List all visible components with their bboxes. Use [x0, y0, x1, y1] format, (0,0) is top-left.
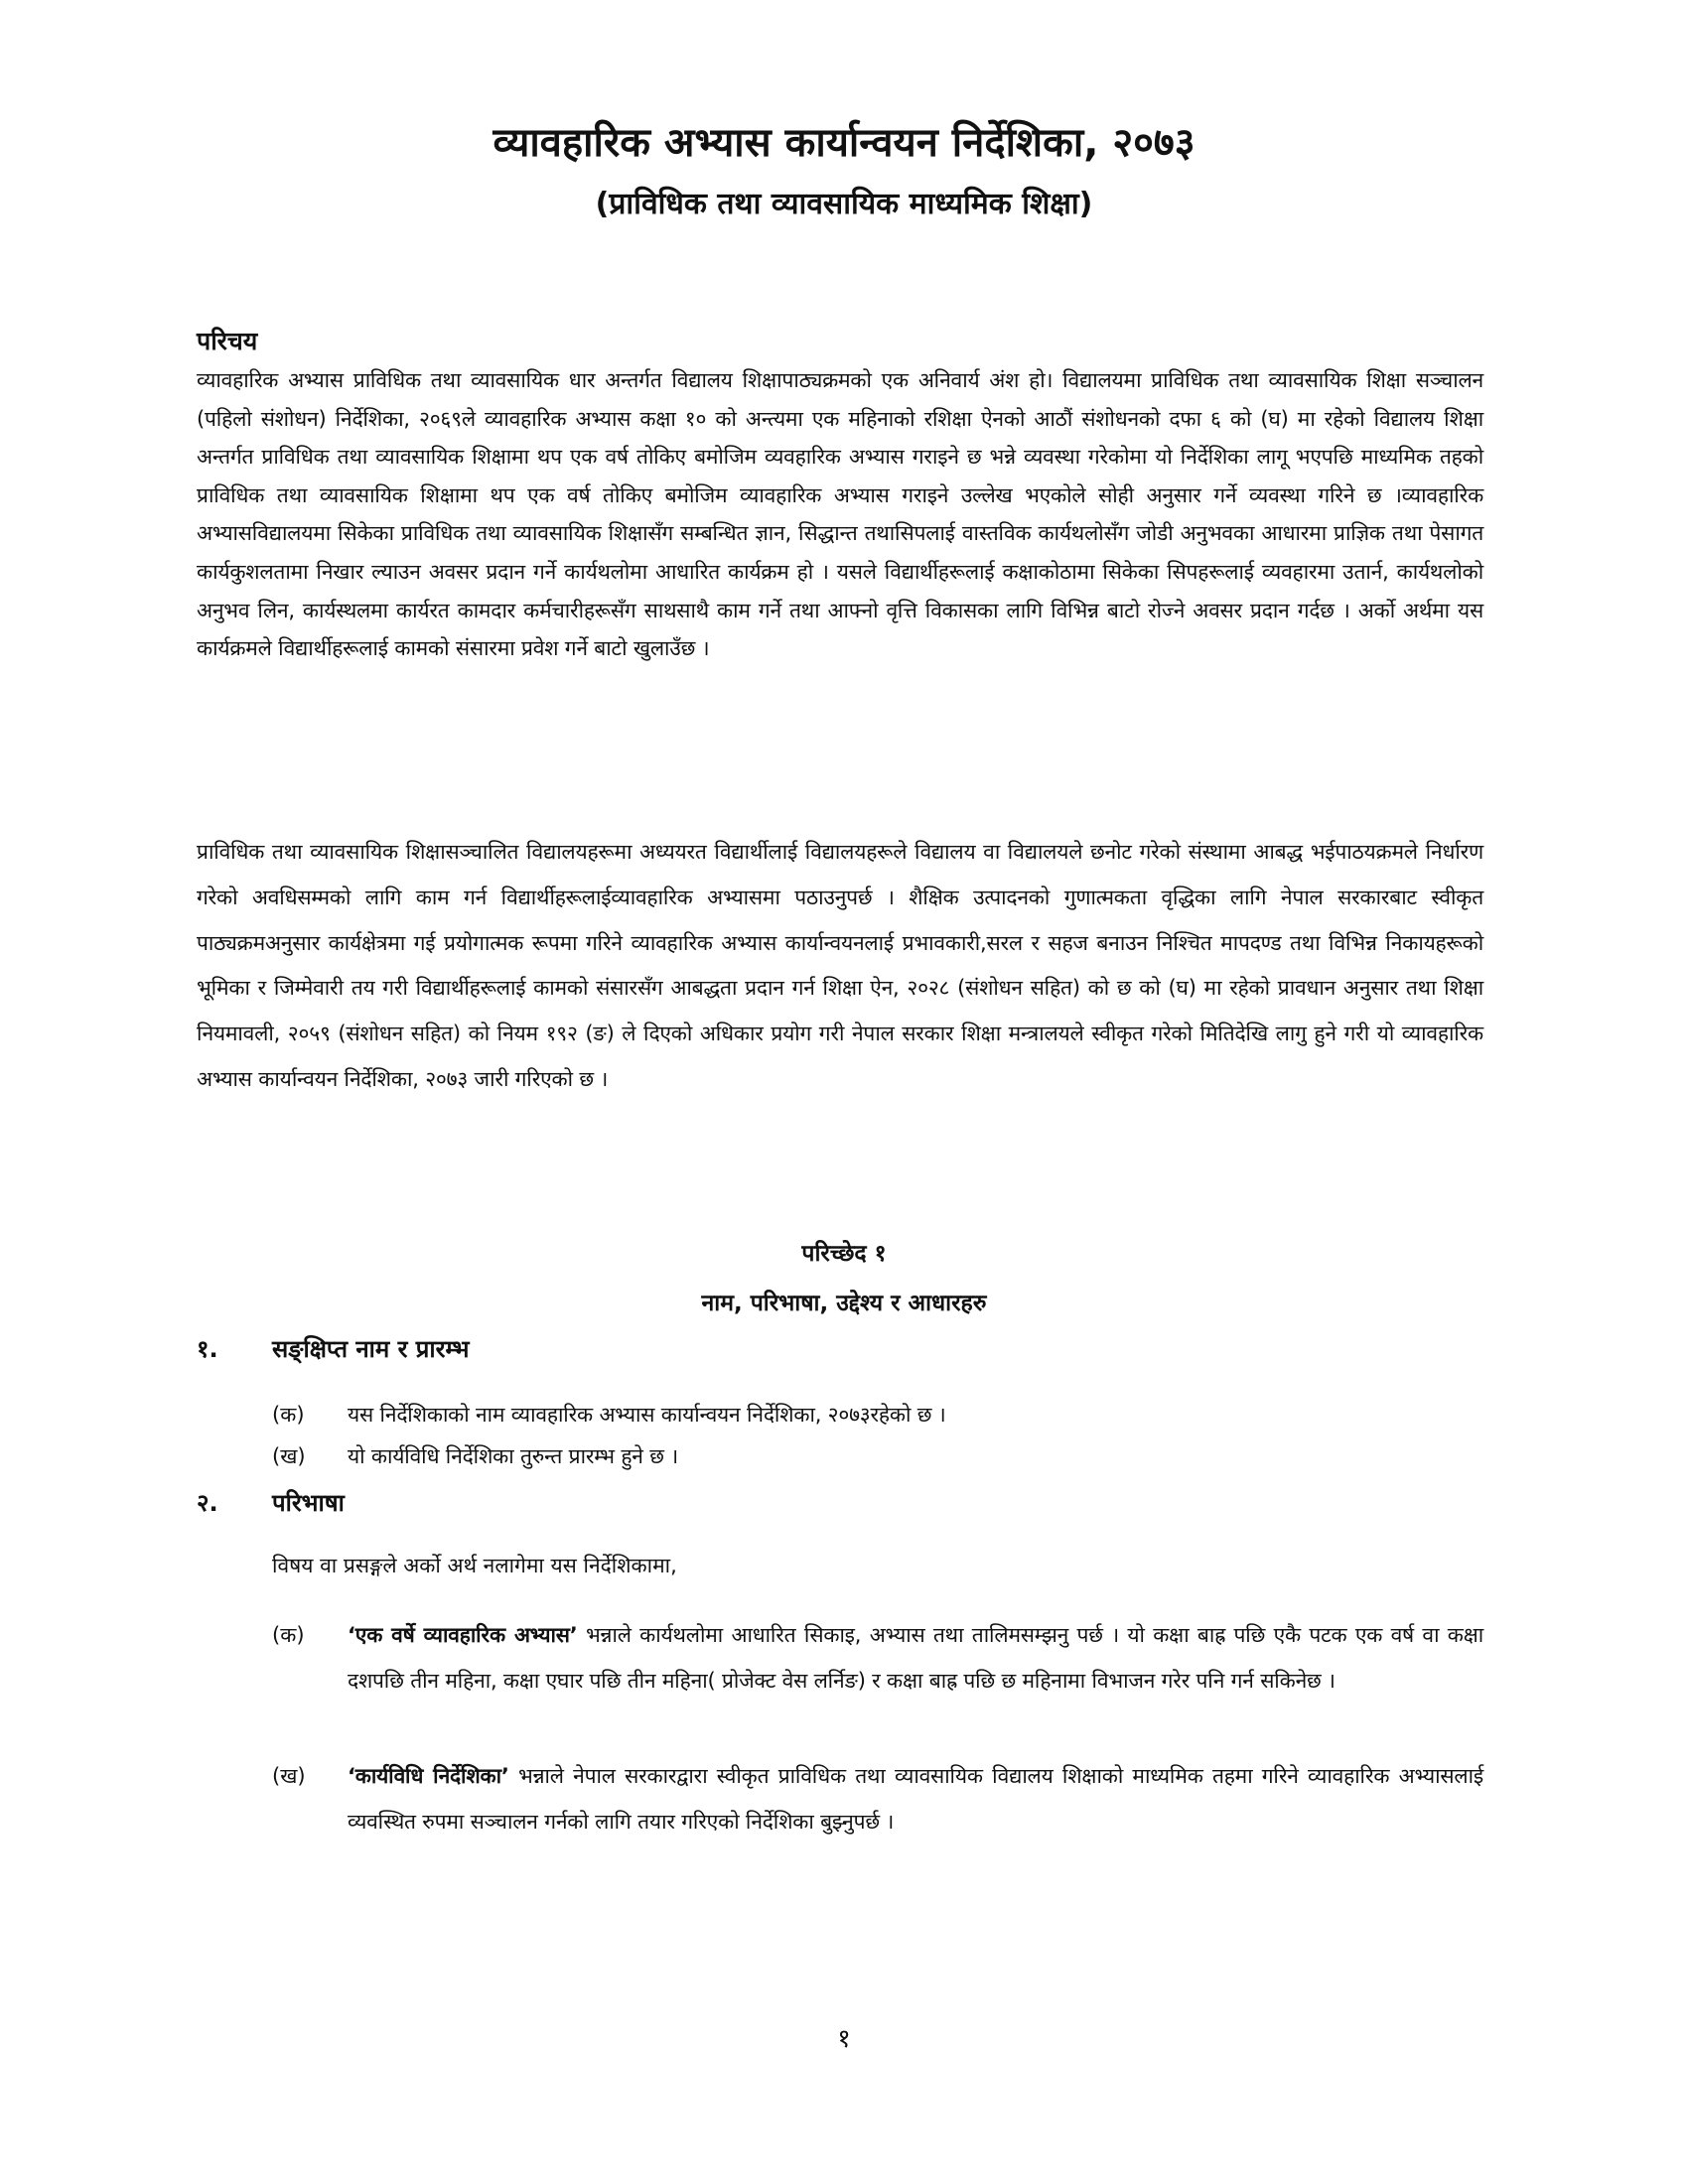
- definition-term: ‘कार्यविधि निर्देशिका’: [348, 1764, 509, 1788]
- intro-heading: परिचय: [197, 327, 258, 355]
- item-marker: (ख): [272, 1444, 306, 1468]
- chapter-title: नाम, परिभाषा, उद्देश्य र आधारहरु: [701, 1291, 987, 1316]
- item-marker: (क): [272, 1623, 305, 1647]
- chapter-label: परिच्छेद १: [801, 1241, 887, 1267]
- definition-body: भन्नाले नेपाल सरकारद्वारा स्वीकृत प्राविधिक तथा व्यावसायिक विद्यालय शिक्षाको माध्यमिक तहमा गरिने व्यावहारिक अभ्यासलाई व्यवस्थित रुपमा सञ्चालन गर्नको लागि तयार गरिएको निर्देशिका बुझ्नुपर्छ ।: [348, 1764, 1483, 1834]
- definition-item: [348, 1753, 1483, 1844]
- item-text: यो कार्यविधि निर्देशिका तुरुन्त प्रारम्भ हुने छ ।: [348, 1444, 678, 1468]
- item-marker: (क): [272, 1403, 305, 1427]
- section-number: १.: [197, 1335, 218, 1363]
- definition-item: [348, 1612, 1483, 1704]
- item-text: यस निर्देशिकाको नाम व्यावहारिक अभ्यास कार्यान्वयन निर्देशिका, २०७३रहेको छ ।: [348, 1403, 946, 1427]
- document-subtitle: (प्राविधिक तथा व्यावसायिक माध्यमिक शिक्षा): [595, 187, 1093, 221]
- definition-term: ‘एक वर्षे व्यावहारिक अभ्यास’: [348, 1623, 578, 1647]
- page-number: १: [837, 2024, 851, 2054]
- definition-intro: विषय वा प्रसङ्गले अर्को अर्थ नलागेमा यस निर्देशिकामा,: [272, 1554, 677, 1577]
- definition-body: भन्नाले कार्यथलोमा आधारित सिकाइ, अभ्यास तथा तालिमसम्झनु पर्छ । यो कक्षा बाह्र पछि एकै पटक एक वर्ष वा कक्षा दशपछि तीन महिना, कक्षा एघार पछि तीन महिना( प्रोजेक्ट वेस लर्निङ) र कक्षा बाह्र पछि छ महिनामा विभाजन गरेर पनि गर्न सकिनेछ ।: [348, 1623, 1483, 1693]
- section-title: सङ्क्षिप्त नाम र प्रारम्भ: [272, 1335, 470, 1363]
- section-number: २.: [197, 1489, 218, 1517]
- document-title: व्यावहारिक अभ्यास कार्यान्वयन निर्देशिका, २०७३: [492, 120, 1196, 166]
- intro-paragraph-1: व्यावहारिक अभ्यास प्राविधिक तथा व्यावसायिक धार अन्तर्गत विद्यालय शिक्षापाठ्यक्रमको एक अनिवार्य अंश हो। विद्यालयमा प्राविधिक तथा व्यावसायिक शिक्षा सञ्चालन (पहिलो संशोधन) निर्देशिका, २०६९ले व्यावहारिक अभ्यास कक्षा १० को अन्त्यमा एक महिनाको रशिक्षा ऐनको आठौं संशोधनको दफा ६ को (घ) मा रहेको विद्यालय शिक्षा अन्तर्गत प्राविधिक तथा व्यावसायिक शिक्षामा थप एक वर्ष तोकिए बमोजिम व्यवहारिक अभ्यास गराइने छ भन्ने व्यवस्था गरेकोमा यो निर्देशिका लागू भएपछि माध्यमिक तहको प्राविधिक तथा व्यावसायिक शिक्षामा थप एक वर्ष तोकिए बमोजिम व्यावहारिक अभ्यास गराइने उल्लेख भएकोले सोही अनुसार गर्ने व्यवस्था गरिने छ ।व्यावहारिक अभ्यासविद्यालयमा सिकेका प्राविधिक तथा व्यावसायिक शिक्षासँग सम्बन्धित ज्ञान, सिद्धान्त तथासिपलाई वास्तविक कार्यथलोसँग जोडी अनुभवका आधारमा प्राज्ञिक तथा पेसागत कार्यकुशलतामा निखार ल्याउन अवसर प्रदान गर्ने कार्यथलोमा आधारित कार्यक्रम हो । यसले विद्यार्थीहरूलाई कक्षाकोठामा सिकेका सिपहरूलाई व्यवहारमा उतार्न, कार्यथलोको अनुभव लिन, कार्यस्थलमा कार्यरत कामदार कर्मचारीहरूसँग साथसाथै काम गर्ने तथा आफ्नो वृत्ति विकासका लागि विभिन्न बाटो रोज्ने अवसर प्रदान गर्दछ । अर्को अर्थमा यस कार्यक्रमले विद्यार्थीहरूलाई कामको संसारमा प्रवेश गर्ने बाटो खुलाउँछ ।: [197, 368, 1483, 661]
- section-title: परिभाषा: [272, 1489, 345, 1517]
- intro-paragraph-2: प्राविधिक तथा व्यावसायिक शिक्षासञ्चालित विद्यालयहरूमा अध्ययरत विद्यार्थीलाई विद्यालयहरूले विद्यालय वा विद्यालयले छनोट गरेको संस्थामा आबद्ध भईपाठयक्रमले निर्धारण गरेको अवधिसम्मको लागि काम गर्न विद्यार्थीहरूलाईव्यावहारिक अभ्यासमा पठाउनुपर्छ । शैक्षिक उत्पादनको गुणात्मकता वृद्धिका लागि नेपाल सरकारबाट स्वीकृत पाठ्यक्रमअनुसार कार्यक्षेत्रमा गई प्रयोगात्मक रूपमा गरिने व्यावहारिक अभ्यास कार्यान्वयनलाई प्रभावकारी,सरल र सहज बनाउन निश्चित मापदण्ड तथा विभिन्न निकायहरूको भूमिका र जिम्मेवारी तय गरी विद्यार्थीहरूलाई कामको संसारसँग आबद्धता प्रदान गर्न शिक्षा ऐन, २०२८ (संशोधन सहित) को छ को (घ) मा रहेको प्रावधान अनुसार तथा शिक्षा नियमावली, २०५९ (संशोधन सहित) को नियम १९२ (ङ) ले दिएको अधिकार प्रयोग गरी नेपाल सरकार शिक्षा मन्त्रालयले स्वीकृत गरेको मितिदेखि लागु हुने गरी यो व्यावहारिक अभ्यास कार्यान्वयन निर्देशिका, २०७३ जारी गरिएको छ ।: [197, 840, 1483, 1091]
- item-marker: (ख): [272, 1764, 306, 1788]
